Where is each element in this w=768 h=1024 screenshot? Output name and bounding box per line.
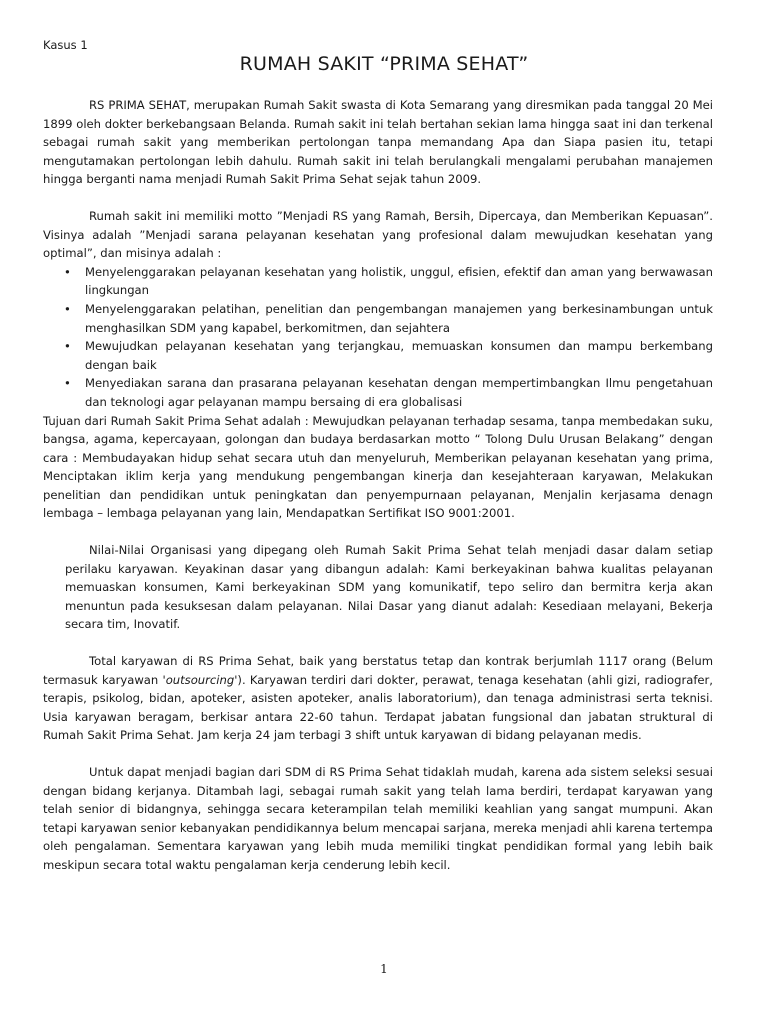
paragraph-values: Nilai-Nilai Organisasi yang dipegang oleh Rumah Sakit Prima Sehat telah menjadi dasar dalam setiap perilaku karyawan. Keyakinan dasar yang dibangun adalah: Kami berkeyakinan bahwa kualitas pelayanan memuaskan konsumen, Kami berkeyakinan SDM yang komunikatif, tepo seliro dan bermitra kerja akan menuntun pada kesuksesan dalam pelayanan. Nilai Dasar yang dianut adalah: Kesediaan melayani, Bekerja secara tim, Inovatif. <box>65 543 713 632</box>
mission-item: • Menyelenggarakan pelatihan, penelitian dan pengembangan manajemen yang berkesinambungan untuk menghasilkan SDM yang kapabel, berkomitmen, dan sejahtera <box>43 300 713 337</box>
mission-item: • Menyediakan sarana dan prasarana pelayanan kesehatan dengan mempertimbangkan Ilmu pengetahuan dan teknologi agar pelayanan mampu bersaing di era globalisasi <box>43 374 713 411</box>
page-number: 1 <box>380 962 388 976</box>
paragraph-employees <box>43 652 713 745</box>
employees-text-start: Total karyawan di RS Prima Sehat, baik yang berstatus tetap dan kontrak berjumlah 1117 orang (Belum termasuk karyawan ' <box>43 654 713 687</box>
paragraph-goals: Tujuan dari Rumah Sakit Prima Sehat adalah : Mewujudkan pelayanan terhadap sesama, tanpa membedakan suku, bangsa, agama, kepercayaan, golongan dan budaya berdasarkan motto “ Tolong Dulu Urusan Belakang” dengan cara : Membudayakan hidup sehat secara utuh dan menyeluruh, Memberikan pelayanan kesehatan yang prima, Menciptakan iklim kerja yang mendukung pengembangan kinerja dan kesejahteraan karyawan, Melakukan penelitian dan pendidikan untuk peningkatan dan penyempurnaan pelayanan, Menjalin kerjasama denagn lembaga – lembaga pelayanan yang lain, Mendapatkan Sertifikat ISO 9001:2001. <box>43 413 713 521</box>
mission-list <box>43 263 713 412</box>
mission-item: • Menyelenggarakan pelayanan kesehatan yang holistik, unggul, efisien, efektif dan aman yang berwawasan lingkungan <box>43 263 713 300</box>
paragraph-motto-vision: Rumah sakit ini memiliki motto ”Menjadi RS yang Ramah, Bersih, Dipercaya, dan Memberikan Kepuasan”. Visinya adalah ”Menjadi sarana pelayanan kesehatan yang profesional dalam mewujudkan kesehatan yang optimal”, dan misinya adalah : <box>43 208 713 261</box>
outsourcing-term: outsourcing <box>165 672 235 687</box>
employees-text-end: '). Karyawan terdiri dari dokter, perawat, tenaga kesehatan (ahli gizi, radiografer, terapis, psikolog, bidan, apoteker, asisten apoteker, analis laboratorium), dan tenaga administrasi serta teknisi. Usia karyawan beragam, berkisar antara 22-60 tahun. Terdapat jabatan fungsional dan jabatan struktural di Rumah Sakit Prima Sehat. Jam kerja 24 jam terbagi 3 shift untuk karyawan di bidang pelayanan medis. <box>43 672 713 743</box>
paragraph-recruitment: Untuk dapat menjadi bagian dari SDM di RS Prima Sehat tidaklah mudah, karena ada sistem seleksi sesuai dengan bidang kerjanya. Ditambah lagi, sebagai rumah sakit yang telah lama berdiri, terdapat karyawan yang telah senior di bidangnya, sehingga secara keterampilan telah memiliki keahlian yang sangat mumpuni. Akan tetapi karyawan senior kebanyakan pendidikannya belum mencapai sarjana, mereka menjadi ahli karena tertempa oleh pengalaman. Sementara karyawan yang lebih muda memiliki tingkat pendidikan formal yang lebih baik meskipun secara total waktu pengalaman kerja cenderung lebih kecil. <box>43 765 713 872</box>
page-title: RUMAH SAKIT “PRIMA SEHAT” <box>239 53 529 75</box>
paragraph-history: RS PRIMA SEHAT, merupakan Rumah Sakit swasta di Kota Semarang yang diresmikan pada tanggal 20 Mei 1899 oleh dokter berkebangsaan Belanda. Rumah sakit ini telah bertahan sekian lama hingga saat ini dan terkenal sebagai rumah sakit yang memberikan pertolongan tanpa memandang Apa dan Siapa pasien itu, tetapi mengutamakan pertolongan lebih dahulu. Rumah sakit ini telah berulangkali mengalami perubahan manajemen hingga berganti nama menjadi Rumah Sakit Prima Sehat sejak tahun 2009. <box>43 98 713 187</box>
document-body <box>43 96 713 875</box>
mission-item: • Mewujudkan pelayanan kesehatan yang terjangkau, memuaskan konsumen dan mampu berkembang dengan baik <box>43 337 713 374</box>
case-label: Kasus 1 <box>43 38 88 52</box>
